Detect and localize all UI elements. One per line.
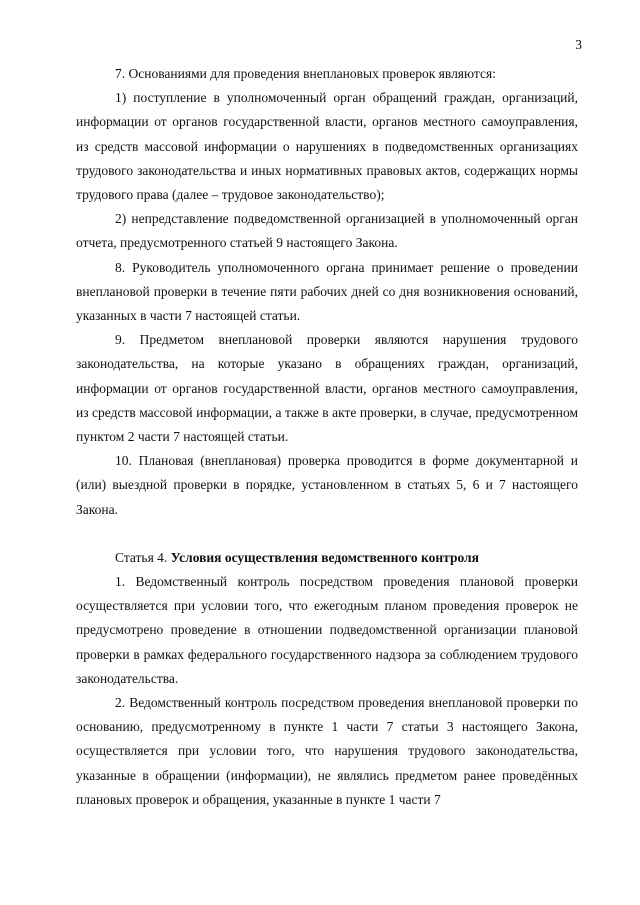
paragraph-8: 8. Руководитель уполномоченного органа принимает решение о проведении внеплановой проверки в течение пяти рабочих дней со дня возникновения оснований, указанных в части 7 настоящей статьи. [76, 259, 578, 324]
article-paragraph-1: 1. Ведомственный контроль посредством проведения плановой проверки осуществляется при условии того, что ежегодным планом проведения проверок не предусмотрено проведение в отношении подведомственной организации плановой проверки в рамках федерального государственного надзора за соблюдением трудового законодательства. [76, 574, 578, 686]
document-body [76, 62, 578, 812]
paragraph-7-item-2: 2) непредставление подведомственной организацией в уполномоченный орган отчета, предусмотренного статьей 9 настоящего Закона. [76, 211, 578, 251]
paragraph-7: 7. Основаниями для проведения внеплановых проверок являются: [115, 66, 496, 81]
article-heading [76, 546, 578, 570]
paragraph-7-item-1: 1) поступление в уполномоченный орган обращений граждан, организаций, информации от органов государственной власти, органов местного самоуправления, из средств массовой информации о нарушениях в подведомственных организациях трудового законодательства и иных нормативных правовых актов, содержащих нормы трудового права (далее – трудовое законодательство); [76, 90, 578, 203]
page-number: 3 [575, 37, 582, 52]
article-paragraph-2: 2. Ведомственный контроль посредством проведения внеплановой проверки по основанию, предусмотренному в пункте 1 части 7 статьи 3 настоящего Закона, осуществляется при условии того, что нарушения трудового законодательства, указанные в обращении (информации), не являлись предметом ранее проведённых плановых проверок и обращения, указанные в пункте 1 части 7 [76, 695, 578, 807]
paragraph-10: 10. Плановая (внеплановая) проверка проводится в форме документарной и (или) выездной проверки в порядке, установленном в статьях 5, 6 и 7 настоящего Закона. [76, 453, 578, 517]
article-title: Условия осуществления ведомственного контроля [170, 549, 479, 565]
paragraph-9: 9. Предметом внеплановой проверки являются нарушения трудового законодательства, на которые указано в обращениях граждан, организаций, информации от органов государственной власти, органов местного самоуправления, из средств массовой информации, а также в акте проверки, в случае, предусмотренном пунктом 2 части 7 настоящей статьи. [76, 332, 578, 445]
article-prefix: Статья 4. [115, 549, 171, 565]
